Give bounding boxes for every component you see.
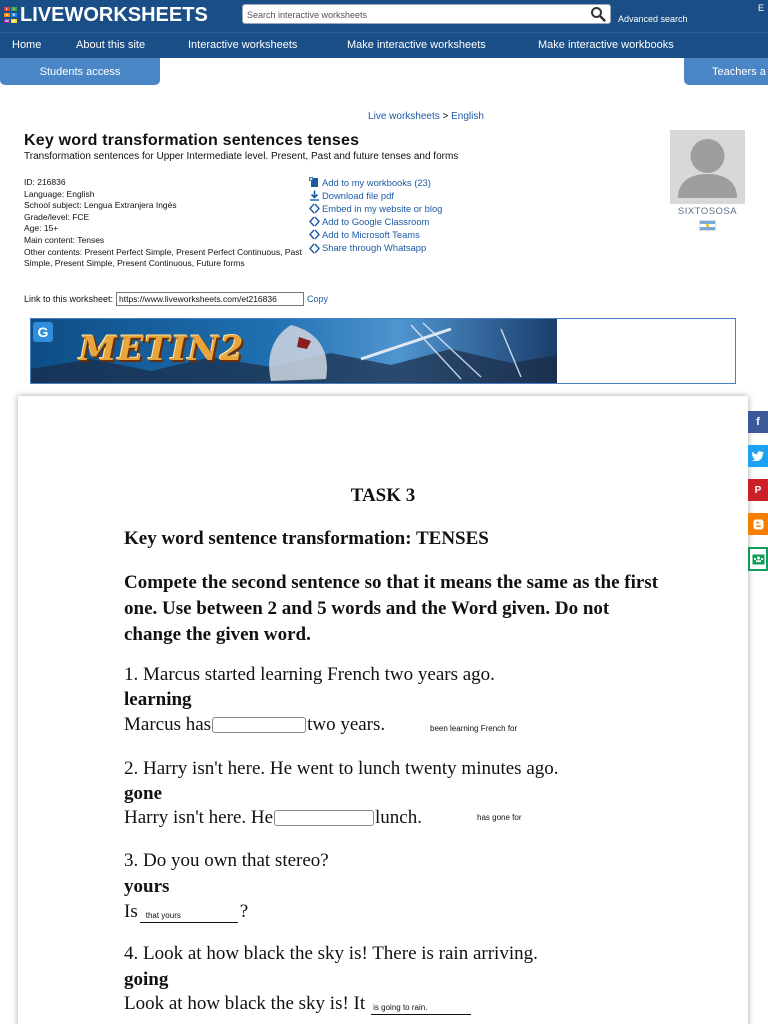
whatsapp-label: Share through Whatsapp: [322, 242, 427, 254]
question-4-answer-line: [124, 993, 473, 1015]
question-3-after: ?: [239, 901, 249, 922]
facebook-icon: f: [756, 416, 760, 428]
twitter-share-button[interactable]: [748, 445, 768, 467]
classroom-icon: [752, 554, 765, 565]
question-4-blank[interactable]: [371, 995, 471, 1015]
question-3-sentence: 3. Do you own that stereo?: [124, 850, 329, 871]
detail-main-content: Main content: Tenses: [24, 234, 105, 245]
microsoft-teams-link[interactable]: [309, 228, 442, 241]
worksheet-link-input[interactable]: [116, 292, 304, 306]
ad-title: METIN2: [79, 329, 245, 369]
breadcrumb-separator: >: [439, 111, 452, 122]
question-3-keyword: yours: [124, 876, 170, 897]
embed-link[interactable]: [309, 202, 442, 215]
worksheet-details: [24, 177, 309, 270]
detail-id: ID: 216836: [24, 177, 66, 187]
question-4-before: Look at how black the sky is! It: [124, 993, 366, 1014]
detail-subject: School subject: Lengua Extranjera Ingés: [24, 200, 177, 211]
share-icon: [309, 216, 320, 227]
blogger-share-button[interactable]: [748, 513, 768, 535]
nav-home[interactable]: Home: [12, 39, 42, 51]
pinterest-icon: P: [754, 484, 762, 496]
nav-make-workbooks[interactable]: Make interactive workbooks: [538, 39, 674, 51]
worksheet-link-row: [24, 292, 328, 306]
breadcrumb-leaf[interactable]: English: [451, 111, 484, 122]
question-3-hint: that yours: [145, 911, 181, 920]
question-1-keyword: learning: [124, 689, 192, 710]
question-4-keyword: going: [124, 969, 169, 990]
detail-grade: Grade/level: FCE: [24, 211, 90, 222]
ad-badge: G: [33, 322, 53, 342]
search-icon[interactable]: [590, 6, 606, 22]
breadcrumb-root[interactable]: Live worksheets: [368, 111, 440, 122]
worksheet-page: [18, 396, 748, 1024]
microsoft-teams-label: Add to Microsoft Teams: [322, 229, 420, 241]
search-box: [242, 4, 611, 24]
google-classroom-share-button[interactable]: [748, 547, 768, 571]
logo-letter: S: [12, 18, 16, 24]
author-name[interactable]: SIXTOSOSA: [677, 206, 738, 217]
argentina-flag-icon: [699, 220, 716, 231]
detail-language: Language: English: [24, 188, 95, 199]
embed-label: Embed in my website or blog: [322, 203, 443, 215]
search-input[interactable]: [243, 6, 583, 24]
download-icon: [309, 190, 320, 201]
logo-letter: I: [11, 7, 17, 11]
nav-about[interactable]: About this site: [76, 39, 146, 51]
question-2-before: Harry isn't here. He: [124, 807, 274, 828]
question-1-after: two years.: [307, 714, 386, 735]
download-pdf-link[interactable]: [309, 189, 442, 202]
nav-interactive-worksheets[interactable]: Interactive worksheets: [188, 39, 298, 51]
twitter-icon: [752, 451, 764, 461]
question-3-blank[interactable]: [140, 903, 238, 923]
exercise-instructions: Compete the second sentence so that it means the same as the first one. Use between 2 and 5 words and the Word given. Do not change the given word.: [124, 572, 659, 645]
worksheet-actions: [309, 176, 442, 255]
share-icon: [309, 229, 320, 240]
add-to-workbooks-label: Add to my workbooks (23): [322, 177, 431, 188]
question-1-sentence: 1. Marcus started learning French two years ago.: [124, 664, 495, 685]
logo-letter: L: [5, 5, 9, 11]
nav-make-worksheets[interactable]: Make interactive worksheets: [347, 39, 486, 51]
question-3-answer-line: [124, 901, 248, 923]
google-classroom-label: Add to Google Classroom: [322, 216, 430, 228]
question-1-before: Marcus has: [124, 714, 212, 735]
top-bar: [0, 0, 768, 32]
language-link[interactable]: E: [758, 3, 765, 13]
embed-icon: [309, 203, 320, 214]
task-heading: TASK 3: [350, 485, 416, 506]
download-pdf-label: Download file pdf: [322, 190, 394, 202]
site-logo[interactable]: [4, 4, 208, 27]
advanced-search-link[interactable]: Advanced search: [618, 14, 688, 24]
facebook-share-button[interactable]: [748, 411, 768, 433]
detail-age: Age: 15+: [24, 223, 59, 234]
add-to-workbooks-link[interactable]: [309, 176, 442, 189]
main-nav: [0, 32, 768, 58]
question-1-answer-line: [124, 714, 385, 736]
question-2-after: lunch.: [375, 807, 422, 828]
question-4-sentence: 4. Look at how black the sky is! There is rain arriving.: [124, 943, 538, 964]
blogger-icon: [753, 519, 764, 530]
pinterest-share-button[interactable]: [748, 479, 768, 501]
link-label: Link to this worksheet:: [24, 294, 114, 304]
logo-text: LIVEWORKSHEETS: [20, 4, 208, 26]
question-2-blank[interactable]: [274, 810, 374, 826]
logo-letter: V: [5, 11, 9, 17]
breadcrumb: [0, 111, 768, 122]
worksheet-title: Key word transformation sentences tenses: [24, 132, 360, 149]
question-3-before: Is: [124, 901, 138, 922]
question-2-sentence: 2. Harry isn't here. He went to lunch twenty minutes ago.: [124, 758, 559, 779]
share-icon: [309, 243, 320, 254]
exercise-heading: Key word sentence transformation: TENSES: [124, 528, 489, 549]
question-4-hint: is going to rain.: [373, 1003, 428, 1012]
logo-letter: W: [5, 18, 9, 24]
question-2-answer-line: [124, 807, 422, 829]
detail-other-contents: Other contents: Present Perfect Simple, Present Perfect Continuous, Past Simple, Present Simple, Present Continuous, Future forms: [24, 246, 302, 269]
book-plus-icon: [309, 177, 320, 188]
whatsapp-link[interactable]: [309, 241, 442, 254]
question-1-blank[interactable]: [212, 717, 306, 733]
worksheet-subtitle: Transformation sentences for Upper Intermediate level. Present, Past and future tenses and forms: [24, 151, 459, 162]
question-2-keyword: gone: [124, 783, 162, 804]
question-2-hint: has gone for: [477, 813, 522, 822]
logo-letter: E: [12, 11, 16, 17]
question-1-hint: been learning French for: [430, 724, 518, 733]
advertisement-banner[interactable]: [30, 318, 736, 384]
user-icon: [670, 130, 745, 204]
google-classroom-link[interactable]: [309, 215, 442, 228]
students-access-tab[interactable]: Students access: [0, 58, 160, 85]
teachers-access-tab[interactable]: Teachers a: [684, 58, 768, 85]
logo-icon: [4, 7, 17, 25]
avatar[interactable]: [670, 130, 745, 204]
copy-link-button[interactable]: Copy: [307, 294, 329, 304]
